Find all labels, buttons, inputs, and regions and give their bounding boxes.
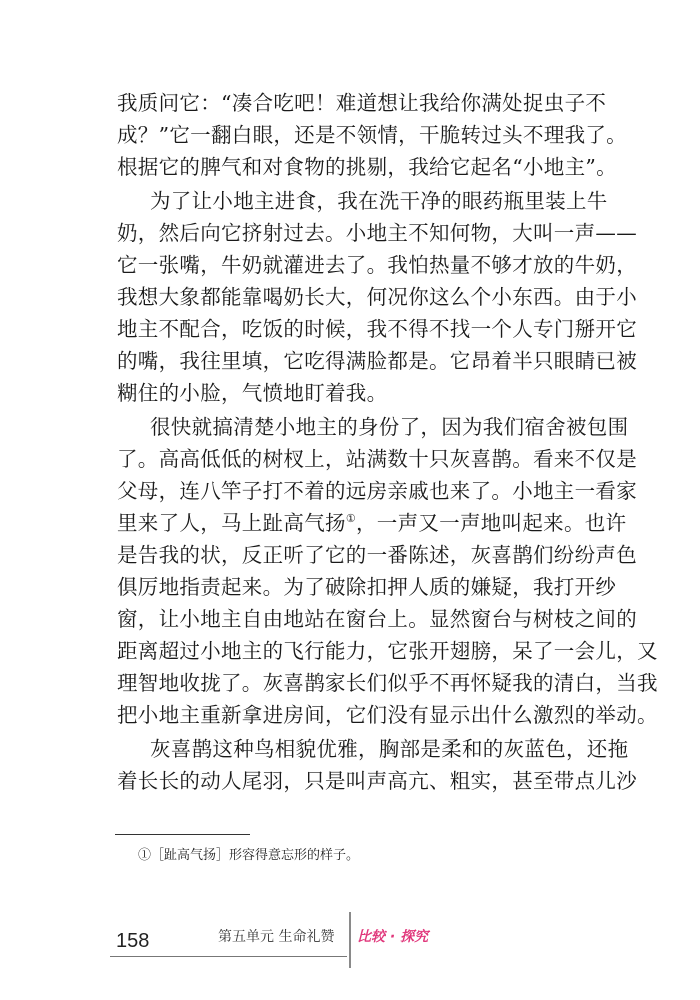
- text-line: 糊住的小脸，气愤地盯着我。: [117, 381, 388, 405]
- text-line: 为了让小地主进食，我在洗干净的眼药瓶里装上牛: [150, 189, 608, 213]
- text-line: 着长长的动人尾羽，只是叫声高亢、粗实，甚至带点儿沙: [117, 769, 637, 793]
- text-line: 灰喜鹊这种鸟相貌优雅，胸部是柔和的灰蓝色，还拖: [150, 737, 629, 761]
- text-line: 我想大象都能靠喝奶长大，何况你这么个小东西。由于小: [117, 285, 637, 309]
- section-tag: 比较 · 探究: [357, 929, 429, 945]
- text-line: 距离超过小地主的飞行能力，它张开翅膀，呆了一会儿，又: [117, 639, 658, 663]
- text-line: 奶，然后向它挤射过去。小地主不知何物，大叫一声——: [117, 221, 637, 245]
- footnote-marker: ①: [345, 512, 356, 525]
- text-line: 成？”它一翻白眼，还是不领情，干脆转过头不理我了。: [117, 123, 627, 147]
- text-line: 根据它的脾气和对食物的挑剔，我给它起名“小地主”。: [117, 155, 617, 179]
- text-line: 地主不配合，吃饭的时候，我不得不找一个人专门掰开它: [117, 317, 637, 341]
- footnote-divider: [115, 834, 250, 835]
- page-number: 158: [116, 930, 150, 952]
- text-line: 它一张嘴，牛奶就灌进去了。我怕热量不够才放的牛奶，: [117, 253, 637, 277]
- text-line: 很快就搞清楚小地主的身份了，因为我们宿舍被包围: [150, 415, 629, 439]
- text-segment: ，一声又一声地叫起来。也许: [355, 511, 627, 535]
- text-line: 我质问它：“凑合吃吧！难道想让我给你满处捉虫子不: [117, 91, 607, 115]
- text-segment: 里来了人，马上趾高气扬: [117, 511, 346, 535]
- text-line: 父母，连八竿子打不着的远房亲戚也来了。小地主一看家: [117, 479, 637, 503]
- text-line: [117, 508, 627, 538]
- footer-separator: [349, 912, 351, 968]
- footnote: ①［趾高气扬］形容得意忘形的样子。: [138, 848, 360, 863]
- text-line: 俱厉地指责起来。为了破除扣押人质的嫌疑，我打开纱: [117, 575, 617, 599]
- text-line: 了。高高低低的树杈上，站满数十只灰喜鹊。看来不仅是: [117, 447, 637, 471]
- text-line: 窗，让小地主自由地站在窗台上。显然窗台与树枝之间的: [117, 607, 637, 631]
- text-line: 理智地收拢了。灰喜鹊家长们似乎不再怀疑我的清白，当我: [117, 671, 658, 695]
- text-line: 的嘴，我往里填，它吃得满脸都是。它昂着半只眼睛已被: [117, 349, 637, 373]
- footer-divider: [110, 956, 347, 957]
- text-line: 把小地主重新拿进房间，它们没有显示出什么激烈的举动。: [117, 703, 658, 727]
- unit-title: 第五单元 生命礼赞: [218, 929, 335, 945]
- text-line: 是告我的状，反正听了它的一番陈述，灰喜鹊们纷纷声色: [117, 543, 637, 567]
